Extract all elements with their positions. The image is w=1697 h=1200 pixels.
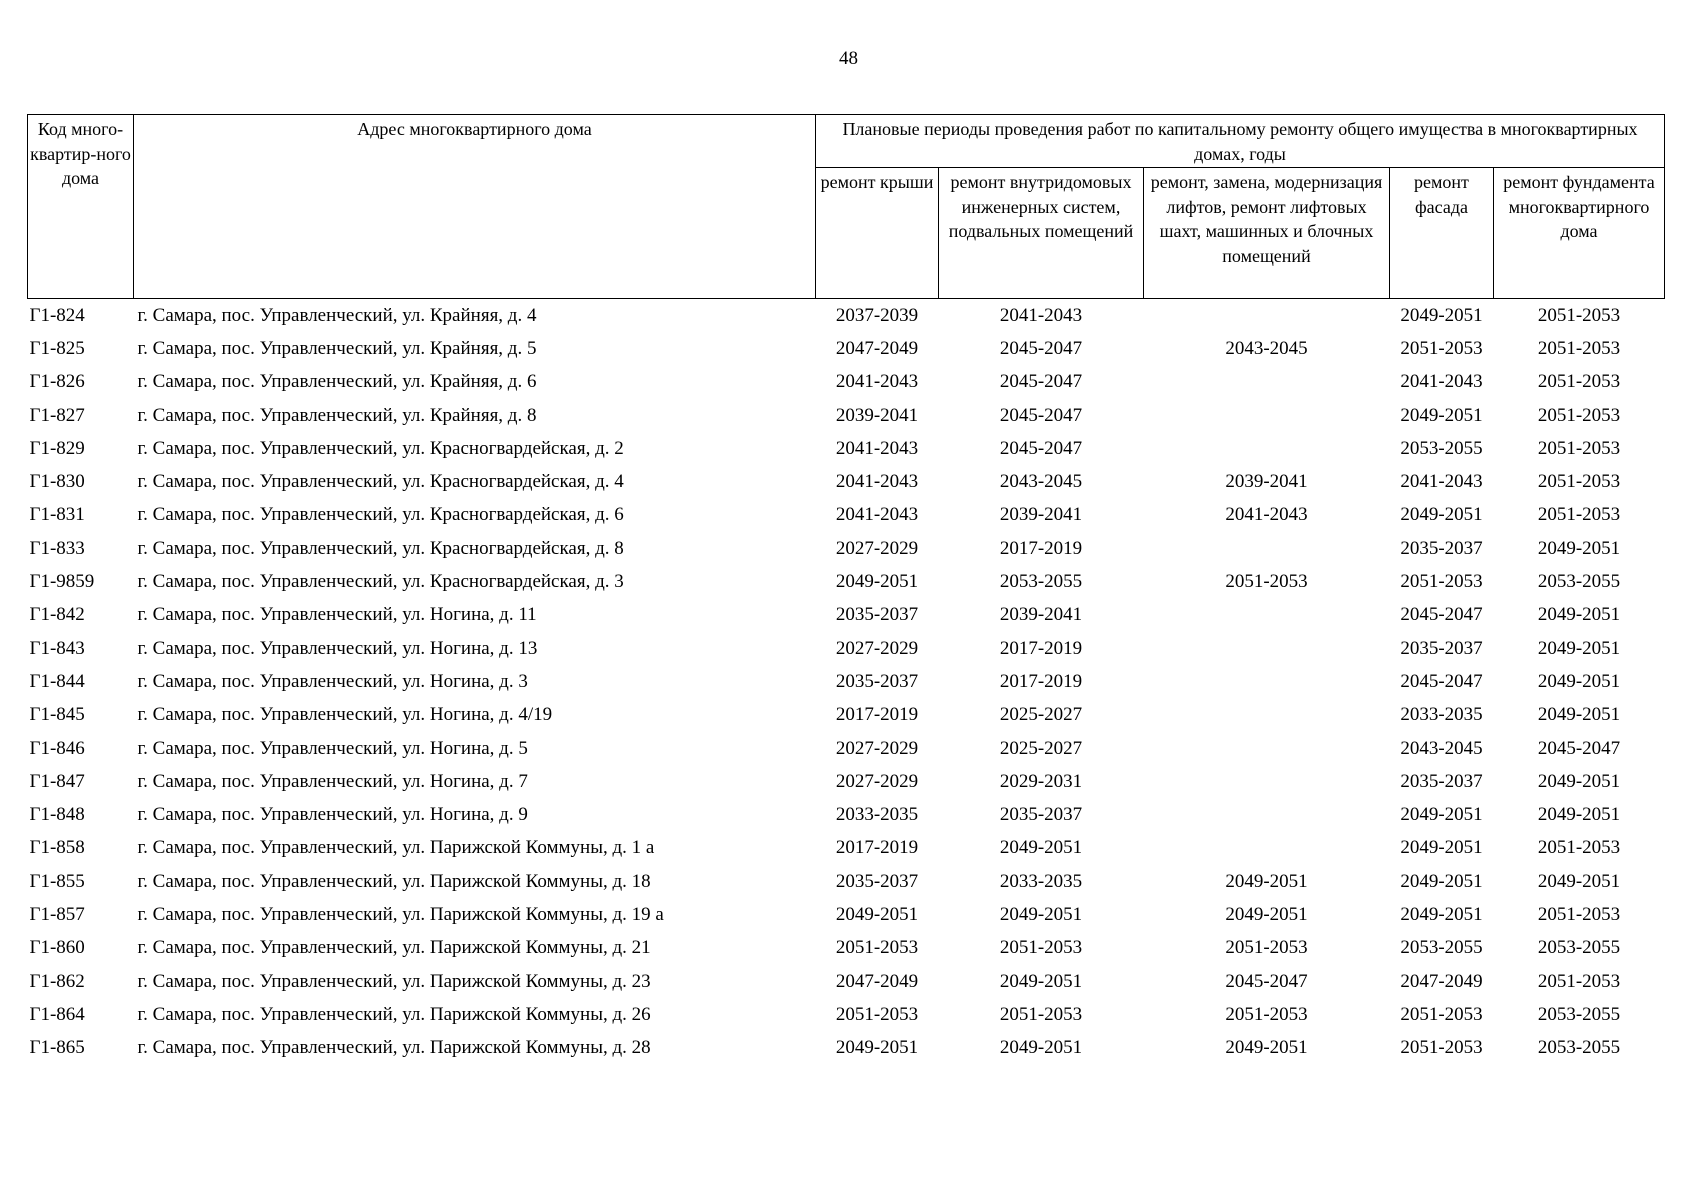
cell-elevators [1144, 599, 1390, 632]
cell-engineering: 2017-2019 [999, 637, 1083, 659]
header-elevators: ремонт, замена, модернизация лифтов, ремонт лифтовых шахт, машинных и блочных помещений [1144, 168, 1390, 299]
cell-address: г. Самара, пос. Управленческий, ул. Красногвардейская, д. 6 [137, 504, 624, 526]
cell-address: г. Самара, пос. Управленческий, ул. Крайняя, д. 8 [137, 404, 537, 426]
cell-code: Г1-843 [29, 637, 85, 659]
cell-foundation: 2049-2051 [1537, 537, 1621, 559]
cell-foundation: 2051-2053 [1537, 837, 1621, 859]
cell-foundation: 2049-2051 [1537, 637, 1621, 659]
cell-code: Г1-842 [29, 604, 85, 626]
cell-facade: 2051-2053 [1400, 1003, 1483, 1025]
cell-foundation: 2049-2051 [1537, 870, 1621, 892]
cell-engineering: 2049-2051 [999, 837, 1083, 859]
cell-code: Г1-827 [29, 404, 85, 426]
cell-elevators [1144, 632, 1390, 665]
cell-code: Г1-857 [29, 903, 85, 925]
cell-address: г. Самара, пос. Управленческий, ул. Парижской Коммуны, д. 18 [137, 870, 651, 892]
cell-code: Г1-845 [29, 704, 85, 726]
cell-roof: 2027-2029 [835, 770, 919, 792]
cell-foundation: 2049-2051 [1537, 604, 1621, 626]
cell-engineering: 2045-2047 [999, 404, 1083, 426]
capital-repair-table [27, 114, 1665, 1065]
header-periods: Плановые периоды проведения работ по капитальному ремонту общего имущества в многоквартирных домах, годы [816, 115, 1665, 168]
cell-engineering: 2053-2055 [999, 571, 1083, 593]
cell-address: г. Самара, пос. Управленческий, ул. Крайняя, д. 6 [137, 371, 537, 393]
cell-engineering: 2045-2047 [999, 371, 1083, 393]
cell-elevators [1144, 732, 1390, 765]
cell-facade: 2049-2051 [1400, 903, 1483, 925]
cell-facade: 2049-2051 [1400, 870, 1483, 892]
cell-address: г. Самара, пос. Управленческий, ул. Парижской Коммуны, д. 28 [137, 1037, 651, 1059]
cell-foundation: 2049-2051 [1537, 770, 1621, 792]
cell-engineering: 2051-2053 [999, 937, 1083, 959]
cell-facade: 2049-2051 [1400, 504, 1483, 526]
cell-foundation: 2045-2047 [1537, 737, 1621, 759]
header-roof: ремонт крыши [816, 168, 939, 299]
cell-engineering: 2051-2053 [999, 1003, 1083, 1025]
table-row [28, 932, 1665, 965]
cell-facade: 2051-2053 [1400, 571, 1483, 593]
cell-code: Г1-826 [29, 371, 85, 393]
cell-foundation: 2051-2053 [1537, 304, 1621, 326]
cell-roof: 2041-2043 [835, 504, 919, 526]
cell-address: г. Самара, пос. Управленческий, ул. Крайняя, д. 5 [137, 337, 537, 359]
table-header [28, 115, 1665, 299]
cell-engineering: 2039-2041 [999, 504, 1083, 526]
cell-facade: 2045-2047 [1400, 670, 1483, 692]
cell-code: Г1-829 [29, 437, 85, 459]
cell-roof: 2035-2037 [835, 870, 919, 892]
cell-elevators: 2041-2043 [1225, 504, 1308, 526]
cell-code: Г1-831 [29, 504, 85, 526]
cell-elevators: 2049-2051 [1225, 1037, 1308, 1059]
header-facade: ремонт фасада [1390, 168, 1494, 299]
table-row [28, 532, 1665, 565]
table-row [28, 765, 1665, 798]
cell-engineering: 2049-2051 [999, 1037, 1083, 1059]
table-row [28, 898, 1665, 931]
cell-elevators [1144, 299, 1390, 333]
cell-facade: 2053-2055 [1400, 437, 1483, 459]
header-engineering: ремонт внутридомовых инженерных систем, подвальных помещений [939, 168, 1144, 299]
table-body [28, 299, 1665, 1065]
table-row [28, 632, 1665, 665]
table-row [28, 599, 1665, 632]
cell-elevators: 2051-2053 [1225, 937, 1308, 959]
cell-engineering: 2043-2045 [999, 471, 1083, 493]
cell-facade: 2035-2037 [1400, 637, 1483, 659]
cell-facade: 2047-2049 [1400, 970, 1483, 992]
cell-engineering: 2017-2019 [999, 537, 1083, 559]
cell-address: г. Самара, пос. Управленческий, ул. Парижской Коммуны, д. 23 [137, 970, 651, 992]
cell-facade: 2051-2053 [1400, 1037, 1483, 1059]
cell-foundation: 2053-2055 [1537, 571, 1621, 593]
cell-code: Г1-846 [29, 737, 85, 759]
cell-roof: 2017-2019 [835, 837, 919, 859]
cell-roof: 2041-2043 [835, 371, 919, 393]
cell-address: г. Самара, пос. Управленческий, ул. Ногина, д. 9 [137, 804, 528, 826]
table-row [28, 665, 1665, 698]
cell-address: г. Самара, пос. Управленческий, ул. Парижской Коммуны, д. 26 [137, 1003, 651, 1025]
cell-engineering: 2017-2019 [999, 670, 1083, 692]
table-row [28, 865, 1665, 898]
cell-address: г. Самара, пос. Управленческий, ул. Парижской Коммуны, д. 19 а [137, 903, 664, 925]
cell-engineering: 2045-2047 [999, 337, 1083, 359]
cell-elevators: 2043-2045 [1225, 337, 1308, 359]
cell-roof: 2041-2043 [835, 437, 919, 459]
table-row [28, 299, 1665, 333]
table-row [28, 699, 1665, 732]
cell-elevators: 2045-2047 [1225, 970, 1308, 992]
cell-roof: 2035-2037 [835, 670, 919, 692]
cell-facade: 2035-2037 [1400, 770, 1483, 792]
cell-elevators [1144, 765, 1390, 798]
table-row [28, 366, 1665, 399]
cell-roof: 2039-2041 [835, 404, 919, 426]
cell-engineering: 2039-2041 [999, 604, 1083, 626]
cell-facade: 2041-2043 [1400, 371, 1483, 393]
cell-roof: 2037-2039 [835, 304, 919, 326]
cell-facade: 2033-2035 [1400, 704, 1483, 726]
cell-address: г. Самара, пос. Управленческий, ул. Ногина, д. 7 [137, 770, 528, 792]
cell-foundation: 2049-2051 [1537, 670, 1621, 692]
cell-roof: 2047-2049 [835, 970, 919, 992]
table-row [28, 965, 1665, 998]
cell-facade: 2053-2055 [1400, 937, 1483, 959]
cell-engineering: 2045-2047 [999, 437, 1083, 459]
cell-address: г. Самара, пос. Управленческий, ул. Крайняя, д. 4 [137, 304, 537, 326]
cell-elevators [1144, 532, 1390, 565]
cell-engineering: 2033-2035 [999, 870, 1083, 892]
cell-address: г. Самара, пос. Управленческий, ул. Красногвардейская, д. 2 [137, 437, 624, 459]
cell-facade: 2049-2051 [1400, 304, 1483, 326]
cell-facade: 2049-2051 [1400, 804, 1483, 826]
cell-foundation: 2053-2055 [1537, 1037, 1621, 1059]
cell-code: Г1-824 [29, 304, 85, 326]
cell-roof: 2049-2051 [835, 903, 919, 925]
cell-address: г. Самара, пос. Управленческий, ул. Ногина, д. 5 [137, 737, 528, 759]
cell-foundation: 2051-2053 [1537, 970, 1621, 992]
cell-address: г. Самара, пос. Управленческий, ул. Красногвардейская, д. 3 [137, 571, 624, 593]
cell-foundation: 2049-2051 [1537, 704, 1621, 726]
cell-facade: 2051-2053 [1400, 337, 1483, 359]
cell-foundation: 2051-2053 [1537, 471, 1621, 493]
cell-code: Г1-858 [29, 837, 85, 859]
cell-engineering: 2049-2051 [999, 903, 1083, 925]
cell-foundation: 2051-2053 [1537, 371, 1621, 393]
cell-code: Г1-855 [29, 870, 85, 892]
header-foundation: ремонт фундамента многоквартирного дома [1494, 168, 1665, 299]
cell-engineering: 2025-2027 [999, 704, 1083, 726]
cell-roof: 2035-2037 [835, 604, 919, 626]
cell-engineering: 2049-2051 [999, 970, 1083, 992]
cell-elevators [1144, 699, 1390, 732]
header-code: Код много-квартир-ного дома [28, 115, 134, 299]
cell-address: г. Самара, пос. Управленческий, ул. Красногвардейская, д. 4 [137, 471, 624, 493]
cell-address: г. Самара, пос. Управленческий, ул. Ногина, д. 4/19 [137, 704, 553, 726]
cell-facade: 2049-2051 [1400, 837, 1483, 859]
cell-code: Г1-830 [29, 471, 85, 493]
cell-foundation: 2049-2051 [1537, 804, 1621, 826]
cell-elevators [1144, 665, 1390, 698]
cell-roof: 2027-2029 [835, 537, 919, 559]
table-row [28, 1032, 1665, 1065]
cell-roof: 2027-2029 [835, 737, 919, 759]
cell-foundation: 2053-2055 [1537, 937, 1621, 959]
cell-address: г. Самара, пос. Управленческий, ул. Ногина, д. 11 [137, 604, 537, 626]
table-row [28, 399, 1665, 432]
cell-engineering: 2041-2043 [999, 304, 1083, 326]
cell-code: Г1-865 [29, 1037, 85, 1059]
table-row [28, 465, 1665, 498]
table-row [28, 998, 1665, 1031]
cell-facade: 2049-2051 [1400, 404, 1483, 426]
cell-foundation: 2051-2053 [1537, 437, 1621, 459]
cell-elevators: 2049-2051 [1225, 870, 1308, 892]
cell-facade: 2041-2043 [1400, 471, 1483, 493]
cell-elevators [1144, 798, 1390, 831]
cell-elevators [1144, 832, 1390, 865]
table-row [28, 798, 1665, 831]
cell-roof: 2051-2053 [835, 1003, 919, 1025]
cell-foundation: 2051-2053 [1537, 404, 1621, 426]
cell-roof: 2041-2043 [835, 471, 919, 493]
cell-address: г. Самара, пос. Управленческий, ул. Ногина, д. 3 [137, 670, 528, 692]
cell-engineering: 2029-2031 [999, 770, 1083, 792]
table-row [28, 332, 1665, 365]
cell-elevators: 2039-2041 [1225, 471, 1308, 493]
cell-elevators [1144, 399, 1390, 432]
cell-address: г. Самара, пос. Управленческий, ул. Парижской Коммуны, д. 1 а [137, 837, 655, 859]
cell-code: Г1-825 [29, 337, 85, 359]
cell-roof: 2027-2029 [835, 637, 919, 659]
cell-foundation: 2051-2053 [1537, 504, 1621, 526]
cell-elevators: 2049-2051 [1225, 903, 1308, 925]
cell-roof: 2049-2051 [835, 571, 919, 593]
cell-engineering: 2025-2027 [999, 737, 1083, 759]
cell-code: Г1-848 [29, 804, 85, 826]
cell-address: г. Самара, пос. Управленческий, ул. Ногина, д. 13 [137, 637, 538, 659]
table-row [28, 499, 1665, 532]
table-row [28, 732, 1665, 765]
cell-roof: 2051-2053 [835, 937, 919, 959]
cell-elevators [1144, 366, 1390, 399]
cell-foundation: 2051-2053 [1537, 903, 1621, 925]
cell-roof: 2049-2051 [835, 1037, 919, 1059]
cell-facade: 2035-2037 [1400, 537, 1483, 559]
table-row [28, 432, 1665, 465]
cell-elevators: 2051-2053 [1225, 1003, 1308, 1025]
cell-address: г. Самара, пос. Управленческий, ул. Парижской Коммуны, д. 21 [137, 937, 651, 959]
page-number: 48 [839, 48, 858, 69]
cell-code: Г1-9859 [29, 571, 95, 593]
cell-code: Г1-860 [29, 937, 85, 959]
cell-roof: 2033-2035 [835, 804, 919, 826]
header-address: Адрес многоквартирного дома [134, 115, 816, 299]
cell-elevators [1144, 432, 1390, 465]
cell-roof: 2047-2049 [835, 337, 919, 359]
cell-facade: 2045-2047 [1400, 604, 1483, 626]
cell-foundation: 2051-2053 [1537, 337, 1621, 359]
cell-code: Г1-862 [29, 970, 85, 992]
cell-facade: 2043-2045 [1400, 737, 1483, 759]
cell-code: Г1-847 [29, 770, 85, 792]
cell-roof: 2017-2019 [835, 704, 919, 726]
cell-address: г. Самара, пос. Управленческий, ул. Красногвардейская, д. 8 [137, 537, 624, 559]
cell-elevators: 2051-2053 [1225, 571, 1308, 593]
cell-engineering: 2035-2037 [999, 804, 1083, 826]
cell-foundation: 2053-2055 [1537, 1003, 1621, 1025]
cell-code: Г1-864 [29, 1003, 85, 1025]
cell-code: Г1-833 [29, 537, 85, 559]
cell-code: Г1-844 [29, 670, 85, 692]
table-row [28, 832, 1665, 865]
table-row [28, 565, 1665, 598]
